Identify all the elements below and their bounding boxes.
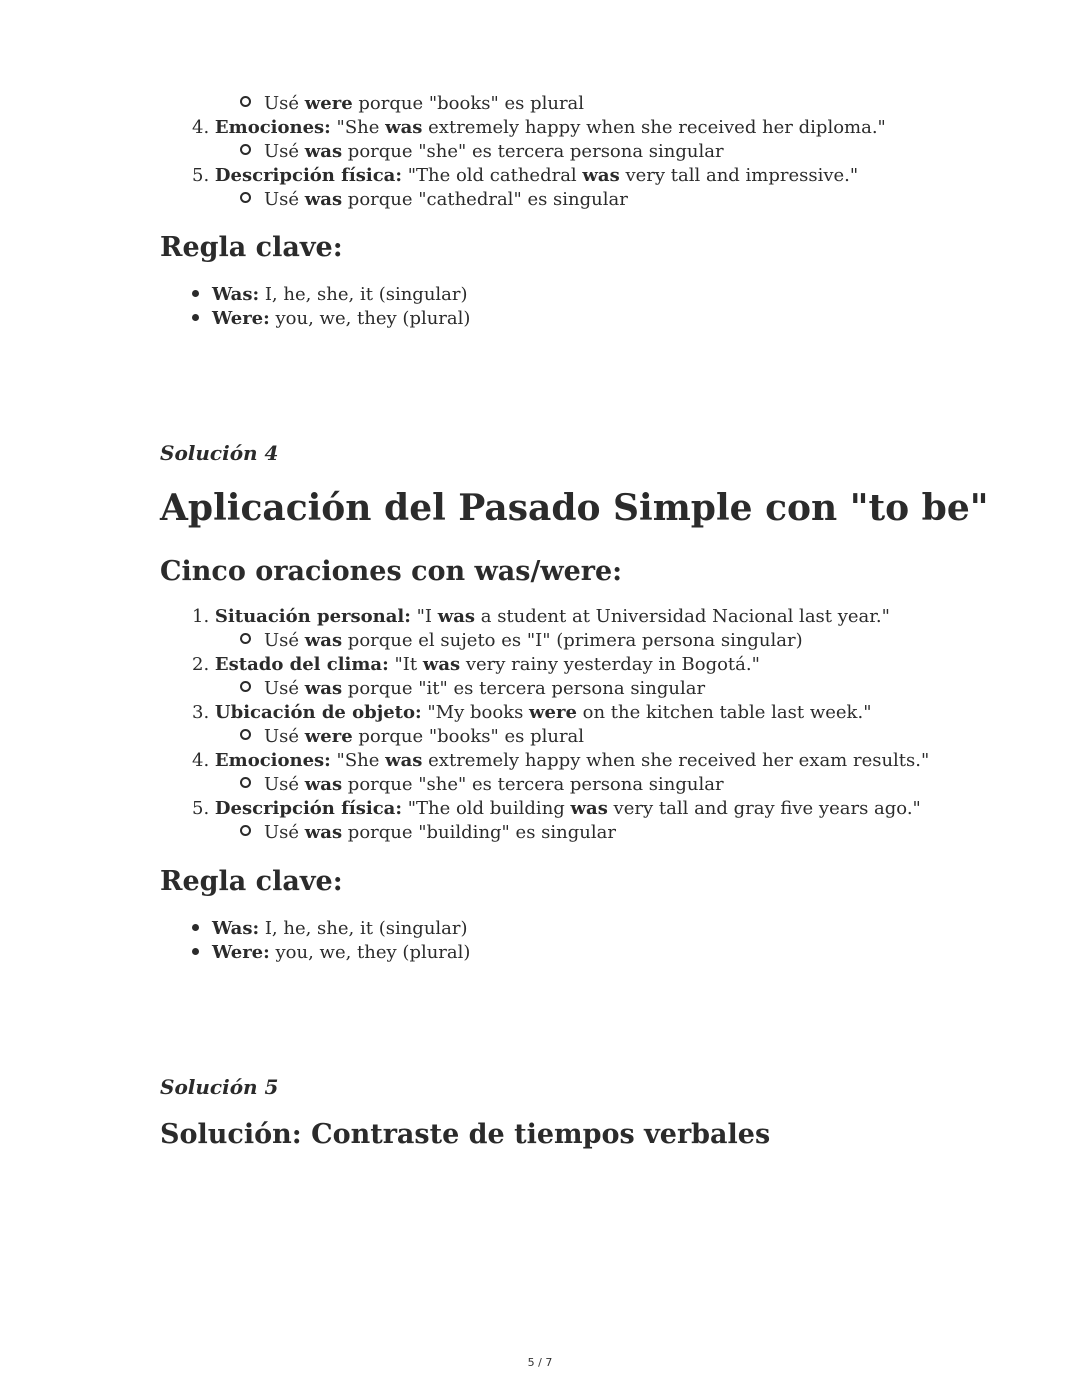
list-item: 4. Emociones: "She was extremely happy when she received her diploma."	[192, 117, 886, 138]
rule-item-were: Were: you, we, they (plural)	[192, 307, 470, 331]
section-title: Solución: Contraste de tiempos verbales	[160, 1119, 771, 1150]
list-item: 5. Descripción física: "The old building was very tall and gray five years ago."	[192, 798, 921, 819]
section-subtitle: Cinco oraciones con was/were:	[160, 556, 623, 587]
list-item: 2. Estado del clima: "It was very rainy yesterday in Bogotá."	[192, 654, 760, 675]
solution-tag: Solución 5	[160, 1075, 279, 1099]
rule-heading: Regla clave:	[160, 866, 343, 897]
list-item: 4. Emociones: "She was extremely happy when she received her exam results."	[192, 750, 930, 771]
sub-item: Usé were porque "books" es plural	[240, 725, 584, 749]
sub-item: Usé was porque "building" es singular	[240, 821, 616, 845]
rule-item-was: Was: I, he, she, it (singular)	[192, 917, 468, 941]
sub-item: Usé was porque "it" es tercera persona singular	[240, 677, 705, 701]
sub-item: Usé was porque "she" es tercera persona singular	[240, 140, 724, 164]
list-item: 5. Descripción física: "The old cathedral was very tall and impressive."	[192, 165, 859, 186]
sub-item: Usé was porque "she" es tercera persona singular	[240, 773, 724, 797]
rule-heading: Regla clave:	[160, 232, 343, 263]
list-item: 3. Ubicación de objeto: "My books were on the kitchen table last week."	[192, 702, 872, 723]
page-number: 5 / 7	[527, 1356, 553, 1369]
list-item: 1. Situación personal: "I was a student at Universidad Nacional last year."	[192, 606, 890, 627]
sub-item: Usé was porque "cathedral" es singular	[240, 188, 628, 212]
rule-item-were: Were: you, we, they (plural)	[192, 941, 470, 965]
page-title: Aplicación del Pasado Simple con "to be"	[160, 487, 989, 529]
rule-item-was: Was: I, he, she, it (singular)	[192, 283, 468, 307]
sub-item: Usé were porque "books" es plural	[240, 92, 584, 116]
solution-tag: Solución 4	[160, 441, 279, 465]
sub-item: Usé was porque el sujeto es "I" (primera persona singular)	[240, 629, 803, 653]
